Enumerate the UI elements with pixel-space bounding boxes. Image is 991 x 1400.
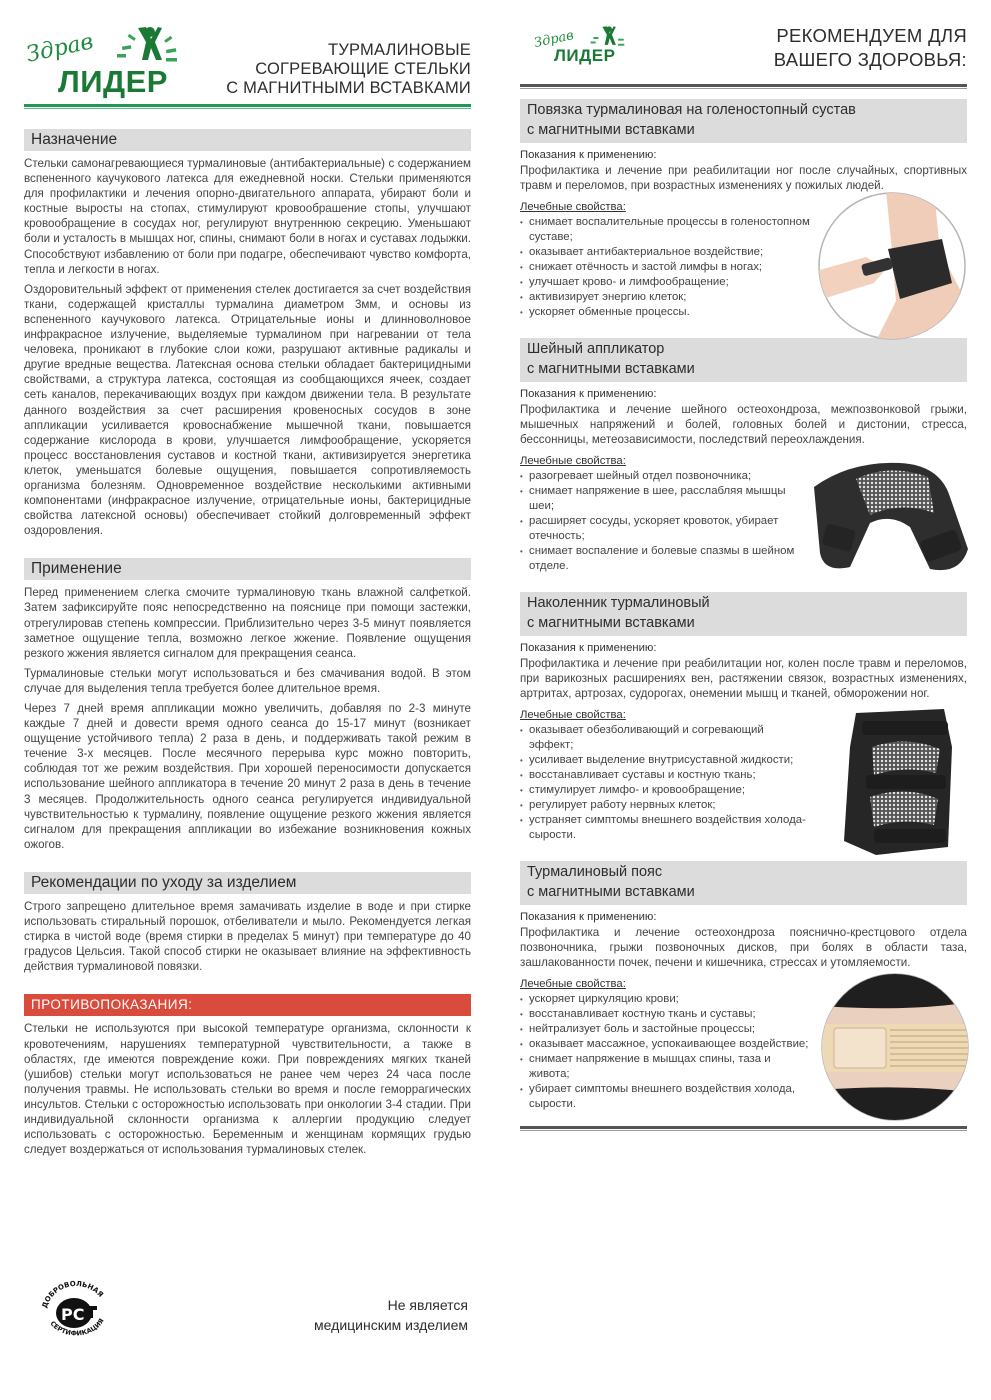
list-item: • нейтрализует боль и застойные процессы;: [520, 1022, 810, 1037]
list-item: • ускоряет циркуляцию крови;: [520, 992, 810, 1007]
paragraph: Оздоровительный эффект от применения стелек достигается за счет воздействия ткани, содержащей кристаллы турмалина диаметром 3мм, и основы из вспененного каучукового латекса. Отрицательные ионы и длинноволновое инфракрасное излучение, выделяемые турмалином при нагревании от тела человека, проникают в глубокие слои кожи, разрушают активные радикалы и другие вредные вещества. Латексная основа стельки обладает бактерицидными свойствами, а структура латекса, состоящая из сообщающихся ячеек, создает сеть каналов, перекачивающих воздух при каждом движении тела. В результате данного воздействия за счет расширения кровеносных сосудов в зоне аппликации усиливается кровоснабжение мышечной ткани, повышается содержание кислорода в крови, улучшается лимфообращение, ускоряется процесс восстановления суставов и костной ткани, активизируется энергетика клеток, уменьшатся болевые ощущения, повышается сопротивляемость организма болезням. Одновременное воздействие несколькими активными компонентами (инфракрасное излучение, отрицательные ионы, бактерицидные свойства латексной основы) обеспечивает стойкий долговременный эффект оздоровления.: [24, 282, 471, 538]
section-heading-usage: Применение: [24, 558, 471, 580]
left-column: [24, 0, 471, 1157]
list-item: • снимает воспаление и болевые спазмы в шейном отделе.: [520, 544, 810, 574]
list-item: • расширяет сосуды, ускоряет кровоток, убирает отечность;: [520, 514, 810, 544]
list-item: • стимулирует лимфо- и кровообращение;: [520, 783, 810, 798]
list-item: • оказывает обезболивающий и согревающий эффект;: [520, 723, 810, 753]
belt-image: [820, 972, 970, 1122]
list-item: • регулирует работу нервных клеток;: [520, 798, 810, 813]
properties-list: [520, 469, 810, 574]
logo-main-text: ЛИДЕР: [58, 64, 168, 99]
indications-text: Профилактика и лечение при реабилитации ног после случайных, спортивных травм и переломов, при возрастных изменениях у пожилых людей.: [520, 164, 967, 192]
indications-text: Профилактика и лечение при реабилитации ног, колен после травм и переломов, при варикозных расширениях вен, растяжении связок, возрастных изменениях, артритах, артрозах, судорогах, онемении мышц и тканей, обморожении ног.: [520, 657, 967, 700]
properties-label: Лечебные свойства:: [520, 201, 626, 213]
indications-text: Профилактика и лечение шейного остеохондроза, межпозвонковой грыжи, мышечных напряжений и болей, головных болей и дистонии, стресса, бессонницы, метеозависимости, последствий переохлаждения.: [520, 403, 967, 446]
product-title: Повязка турмалиновая на голеностопный сустав с магнитными вставками: [520, 99, 967, 143]
properties-list: [520, 992, 810, 1112]
list-item: • снижает отёчность и застой лимфы в ногах;: [520, 260, 810, 275]
list-item: • усиливает выделение внутрисуставной жидкости;: [520, 753, 810, 768]
right-column: [520, 0, 967, 1131]
properties-list: [520, 723, 810, 843]
list-item: • убирает симптомы внешнего воздействия холода, сырости.: [520, 1082, 810, 1112]
logo-main-text: ЛИДЕР: [554, 46, 616, 65]
logo-script-text: Здрав: [532, 28, 576, 51]
list-item: • снимает напряжение в мышцах спины, таза и живота;: [520, 1052, 810, 1082]
product-card-knee: [520, 592, 967, 843]
header-divider: [24, 104, 471, 109]
indications-label: Показания к применению:: [520, 388, 657, 400]
rst-certification-icon: [36, 1280, 116, 1342]
knee-brace-image: [836, 707, 966, 857]
svg-text:ДОБРОВОЛЬНАЯ: ДОБРОВОЛЬНАЯ: [40, 1280, 105, 1310]
logo-script-text: Здрав: [24, 29, 96, 68]
properties-label: Лечебные свойства:: [520, 978, 626, 990]
ankle-brace-image: [816, 191, 968, 341]
product-card-belt: [520, 861, 967, 1112]
paragraph: Строго запрещено длительное время замачивать изделие в воде и при стирке использовать стиральный порошок, отбеливатели и мыло. Рекомендуется легкая стирка в чистой воде (время стирки в пределах 5 минут) при температуре до 40 градусов Цельсия. Такой способ стирки не оказывает влияние на эффективность действия турмалиновой повязки.: [24, 899, 471, 974]
right-header: [520, 0, 967, 84]
document-title: ТУРМАЛИНОВЫЕ СОГРЕВАЮЩИЕ СТЕЛЬКИ С МАГНИТНЫМИ ВСТАВКАМИ: [226, 41, 471, 97]
section-heading-purpose: Назначение: [24, 129, 471, 151]
product-title: Шейный аппликатор с магнитными вставками: [520, 338, 967, 382]
list-item: • устраняет симптомы внешнего воздействия холода-сырости.: [520, 813, 810, 843]
not-medical-device-note: Не является медицинским изделием: [314, 1297, 468, 1333]
list-item: • восстанавливает суставы и костную ткань;: [520, 768, 810, 783]
logo-figure-icon: [116, 24, 180, 68]
product-title: Наколенник турмалиновый с магнитными вставками: [520, 592, 967, 636]
paragraph: Через 7 дней время аппликации можно увеличить, добавляя по 2-3 минуте каждые 7 дней и довести время одного сеанса до 15-17 минут (возникает ощущение устойчивого тепла) 2 раза в день, и поддерживать такой режим в течение 3-х месяцев. После месячного перерыва курс можно повторить, соблюдая тот же режим воздействия. При хорошей переносимости допускается использование шейного аппликатора в течение 20 минут 2 раза в день в течение 3 месяцев. Продолжительность одного сеанса регулируется индивидуальной чувствительностью к турмалину, появление ощущение резкого жжения является сигналом для прекращения аппликации во избежание возникновения кожных ожогов.: [24, 702, 471, 851]
section-heading-care: Рекомендации по уходу за изделием: [24, 872, 471, 894]
brand-logo: [24, 22, 174, 100]
list-item: • оказывает антибактериальное воздействие;: [520, 245, 810, 260]
list-item: • разогревает шейный отдел позвоночника;: [520, 469, 810, 484]
indications-label: Показания к применению:: [520, 149, 657, 161]
neck-applicator-image: [810, 457, 970, 575]
svg-text:PC: PC: [61, 1305, 85, 1324]
list-item: • активизирует энергию клеток;: [520, 290, 810, 305]
list-item: • снимает напряжение в шее, расслабляя мышцы шеи;: [520, 484, 810, 514]
product-card-neck: [520, 338, 967, 574]
product-title: Турмалиновый пояс с магнитными вставками: [520, 861, 967, 905]
list-item: • оказывает массажное, успокаивающее воздействие;: [520, 1037, 810, 1052]
footer-divider: [520, 1126, 967, 1131]
indications-label: Показания к применению:: [520, 911, 657, 923]
properties-label: Лечебные свойства:: [520, 709, 626, 721]
indications-label: Показания к применению:: [520, 642, 657, 654]
left-header: [24, 0, 471, 104]
product-card-ankle: [520, 99, 967, 320]
list-item: • снимает воспалительные процессы в голеностопном суставе;: [520, 215, 810, 245]
header-divider: [520, 84, 967, 89]
paragraph: Перед применением слегка смочите турмалиновую ткань влажной салфеткой. Затем зафиксируйте пояс непосредственно на пояснице при помощи застежки, отрегулировав степень компрессии. Приблизительно через 3-5 минут появляется заметное ощущение тепла, возможно легкое жжение. Появление ощущения резкого жжения является сигналом для прекращения сеанса.: [24, 586, 471, 660]
recommend-title: РЕКОМЕНДУЕМ ДЛЯ ВАШЕГО ЗДОРОВЬЯ:: [773, 25, 967, 70]
list-item: • ускоряет обменные процессы.: [520, 305, 810, 320]
paragraph: Стельки не используются при высокой температуре организма, склонности к кровотечениям, нарушениях температурной чувствительности, а также в областях, где имеются повреждение кожи. При повреждениях мягких тканей (ушибов) стельки могут использоваться не ранее чем через 24 часа после получения травмы. Не использовать стельки во время и после геморрагических инсультов. Стельки с осторожностью использовать при онкологии 3-4 стадии. При индивидуальной склонности организма к аллергии продукцию следует использовать с осторожностью. Беременным и женщинам кормящих грудью следует воздержаться от использования турмалиновых стелек.: [24, 1022, 471, 1157]
paragraph: Турмалиновые стельки могут использоваться и без смачивания водой. В этом случае для выделения тепла требуется более длительное время.: [24, 666, 471, 695]
list-item: • улучшает крово- и лимфообращение;: [520, 275, 810, 290]
properties-label: Лечебные свойства:: [520, 455, 626, 467]
list-item: • восстанавливает костную ткань и суставы;: [520, 1007, 810, 1022]
svg-text:СЕРТИФИКАЦИЯ: СЕРТИФИКАЦИЯ: [48, 1317, 106, 1338]
properties-list: [520, 215, 810, 320]
indications-text: Профилактика и лечение остеохондроза пояснично-крестцового отдела позвоночника, грыжи позвоночных дисков, при болях в области таза, зашлакованности почек, печени и кишечника, стрессах и утомляемости.: [520, 926, 967, 969]
brand-logo-small: [534, 24, 624, 70]
section-heading-contraindications: ПРОТИВОПОКАЗАНИЯ:: [24, 994, 471, 1016]
paragraph: Стельки самонагревающиеся турмалиновые (антибактериальные) с содержанием вспененного каучукового латекса для ежедневной носки. Стельки применяются для профилактики и лечения опорно-двигательного аппарата, убирают боли и костные выросты на стопах, стимулируют кровообрашение стопы, улучшают кровообращение в сосудах ног, регулируют внутреннюю секрецию. Уменьшают боли и усталость в мышцах ног, спины, снимают боли в ногах и суставах лодыжки. Способствуют избавлению от боли при подагре, обеспечивают чувство комфорта, тепла и легкости в ногах.: [24, 157, 471, 276]
